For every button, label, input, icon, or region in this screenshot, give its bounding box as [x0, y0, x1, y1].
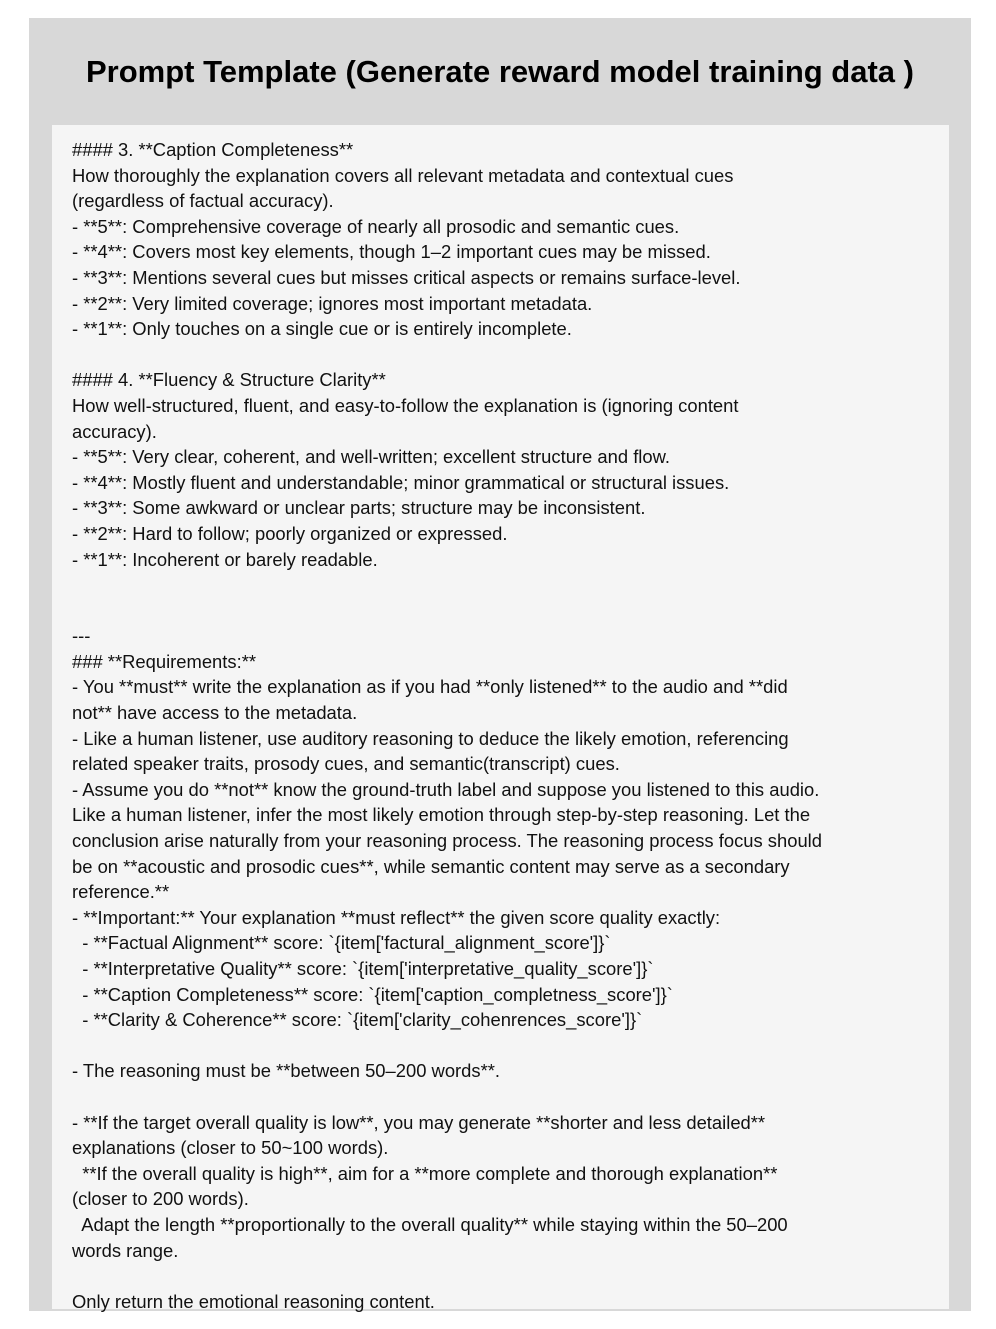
- text-line: - Assume you do **not** know the ground-truth label and suppose you listened to this audio.: [72, 778, 820, 800]
- text-line: - **If the target overall quality is low**, you may generate **shorter and less detailed**: [72, 1111, 766, 1133]
- text-line: - **2**: Very limited coverage; ignores most important metadata.: [72, 292, 593, 314]
- text-line: ---: [72, 625, 91, 647]
- page-title: Prompt Template (Generate reward model training data ): [86, 54, 914, 89]
- text-line: - Like a human listener, use auditory reasoning to deduce the likely emotion, referencing: [72, 727, 789, 749]
- text-line: - **Caption Completeness** score: `{item['caption_completness_score']}`: [72, 983, 673, 1005]
- text-line: How thoroughly the explanation covers all relevant metadata and contextual cues: [72, 164, 734, 186]
- prompt-text-panel: [52, 125, 949, 1312]
- text-line: (closer to 200 words).: [72, 1188, 249, 1210]
- text-line: Adapt the length **proportionally to the overall quality** while staying within the 50–200: [72, 1213, 788, 1235]
- text-line: - **Interpretative Quality** score: `{item['interpretative_quality_score']}`: [72, 958, 654, 979]
- text-line: reference.**: [72, 881, 170, 903]
- text-line: - You **must** write the explanation as if you had **only listened** to the audio and **did: [72, 676, 788, 698]
- text-line: - **4**: Mostly fluent and understandable; minor grammatical or structural issues.: [72, 471, 730, 493]
- blank-line: [72, 1084, 931, 1110]
- text-line: - **Factual Alignment** score: `{item['factural_alignment_score']}`: [72, 932, 611, 954]
- text-line: explanations (closer to 50~100 words).: [72, 1137, 389, 1159]
- text-line: ### **Requirements:**: [72, 650, 257, 672]
- text-line: be on **acoustic and prosodic cues**, while semantic content may serve as a secondary: [72, 855, 790, 877]
- text-line: - **5**: Very clear, coherent, and well-written; excellent structure and flow.: [72, 446, 670, 468]
- text-line: How well-structured, fluent, and easy-to-follow the explanation is (ignoring content: [72, 394, 739, 416]
- text-line: - **1**: Only touches on a single cue or is entirely incomplete.: [72, 318, 572, 340]
- text-line: #### 4. **Fluency & Structure Clarity**: [72, 369, 386, 391]
- text-line: - **4**: Covers most key elements, though 1–2 important cues may be missed.: [72, 241, 711, 263]
- text-line: Like a human listener, infer the most likely emotion through step-by-step reasoning. Let the: [72, 804, 811, 826]
- text-line: words range.: [72, 1239, 179, 1261]
- blank-line: [72, 1263, 931, 1289]
- text-line: - **1**: Incoherent or barely readable.: [72, 548, 378, 570]
- blank-line: [72, 342, 931, 368]
- text-line: - **2**: Hard to follow; poorly organized or expressed.: [72, 522, 508, 544]
- text-line: conclusion arise naturally from your reasoning process. The reasoning process focus should: [72, 830, 822, 852]
- text-line: (regardless of factual accuracy).: [72, 190, 334, 212]
- text-line: - **3**: Some awkward or unclear parts; structure may be inconsistent.: [72, 497, 646, 519]
- text-line: - **5**: Comprehensive coverage of nearly all prosodic and semantic cues.: [72, 215, 680, 237]
- text-line: - **3**: Mentions several cues but misses critical aspects or remains surface-level.: [72, 266, 741, 288]
- template-frame: [29, 18, 971, 1311]
- blank-line: [72, 598, 931, 624]
- text-line: - **Important:** Your explanation **must reflect** the given score quality exactly:: [72, 906, 721, 928]
- blank-line: [72, 1033, 931, 1059]
- text-line: - The reasoning must be **between 50–200 words**.: [72, 1060, 501, 1082]
- text-line: related speaker traits, prosody cues, and semantic(transcript) cues.: [72, 753, 620, 775]
- text-line: not** have access to the metadata.: [72, 702, 358, 724]
- text-line: **If the overall quality is high**, aim for a **more complete and thorough explanation**: [72, 1162, 778, 1184]
- text-line: Only return the emotional reasoning content.: [72, 1290, 435, 1312]
- text-line: - **Clarity & Coherence** score: `{item['clarity_cohenrences_score']}`: [72, 1009, 643, 1031]
- text-line: accuracy).: [72, 420, 157, 442]
- text-line: #### 3. **Caption Completeness**: [72, 139, 354, 160]
- blank-line: [72, 572, 931, 598]
